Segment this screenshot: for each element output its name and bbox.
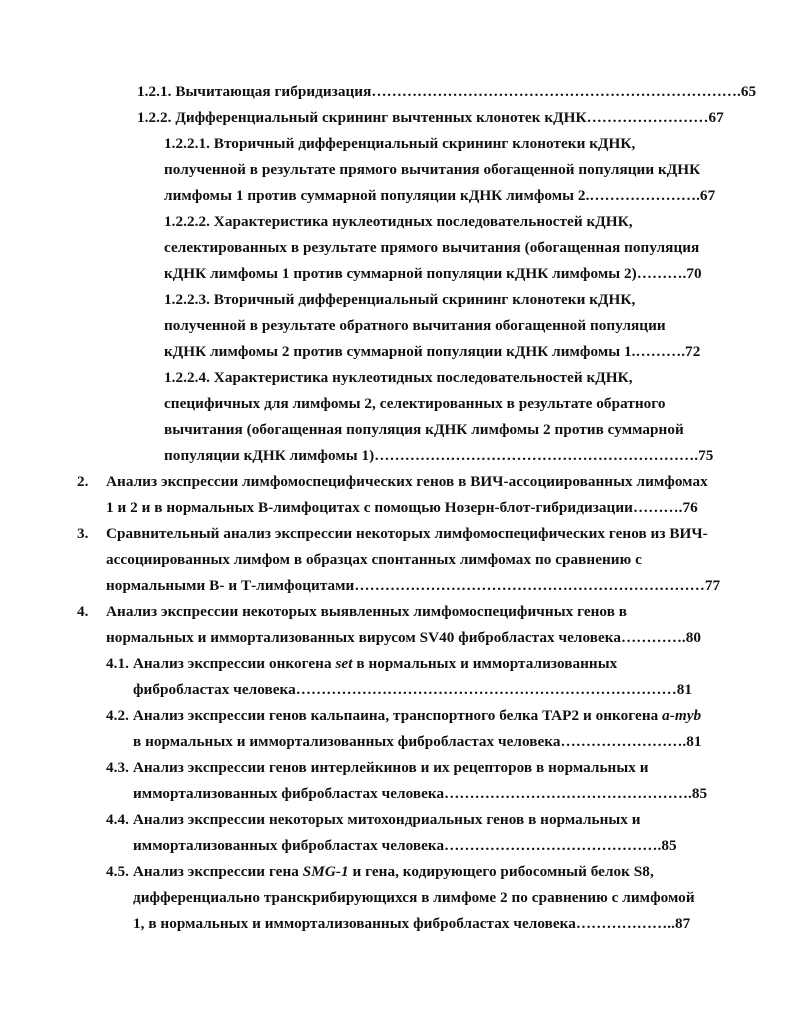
toc-entry-1-2-2-2-line2: селектированных в результате прямого вычитания (обогащенная популяция xyxy=(164,239,700,256)
page-number: 67 xyxy=(708,109,724,126)
toc-entry-4-1-line2: фибробластах человека…………………………………………………………………81 xyxy=(133,681,692,698)
toc-entry-2-line2: 1 и 2 и в нормальных В-лимфоцитах с помощью Нозерн-блот-гибридизации……….76 xyxy=(106,499,698,516)
toc-entry-1-2-2-3-line1: 1.2.2.3. Вторичный дифференциальный скрининг клонотеки кДНК, xyxy=(164,291,636,308)
page-number: 70 xyxy=(686,265,702,282)
gene-name: SMG-1 xyxy=(302,863,349,880)
toc-entry-4-4-line2: иммортализованных фибробластах человека…………………………………….85 xyxy=(133,837,677,854)
toc-entry-4-2-line1: 4.2. Анализ экспрессии генов кальпаина, транспортного белка TAP2 и онкогена a-myb xyxy=(106,707,702,724)
toc-entry-1-2-2: 1.2.2. Дифференциальный скрининг вычтенных клонотек кДНК……………………67 xyxy=(137,109,724,126)
toc-entry-1-2-2-1-line3: лимфомы 1 против суммарной популяции кДНК лимфомы 2.………………….67 xyxy=(164,187,716,204)
page-number: 85 xyxy=(661,837,677,854)
toc-entry-1-2-1: 1.2.1. Вычитающая гибридизация……………………………………………………………….65 xyxy=(137,83,757,100)
toc-entry-1-2-2-4-line3: вычитания (обогащенная популяция кДНК лимфомы 2 против суммарной xyxy=(164,421,684,438)
page-number: 85 xyxy=(691,785,708,802)
toc-entry-3-line3: нормальными В- и Т-лимфоцитами……………………………………………………………77 xyxy=(106,577,721,594)
toc-entry-4-3-line2: иммортализованных фибробластах человека………………………………………….85 xyxy=(133,785,708,802)
toc-entry-4-5-line3: 1, в нормальных и иммортализованных фибробластах человека………………..87 xyxy=(133,915,691,932)
toc-entry-4-number: 4. xyxy=(77,603,89,620)
page-number: 80 xyxy=(685,629,702,646)
toc-entry-4-5-line2: дифференциально транскрибирующихся в лимфоме 2 по сравнению с лимфомой xyxy=(133,889,695,906)
toc-entry-1-2-2-4-line4: популяции кДНК лимфомы 1)……………………………………………………….75 xyxy=(164,447,714,464)
page-number: 72 xyxy=(685,343,701,360)
toc-entry-1-2-2-4-line2: специфичных для лимфомы 2, селектированных в результате обратного xyxy=(164,395,666,412)
toc-entry-2-number: 2. xyxy=(77,473,89,490)
toc-entry-1-2-2-2-line1: 1.2.2.2. Характеристика нуклеотидных последовательностей кДНК, xyxy=(164,213,633,230)
page-number: 76 xyxy=(682,499,698,516)
toc-entry-4-5-line1: 4.5. Анализ экспрессии гена SMG-1 и гена, кодирующего рибосомный белок S8, xyxy=(106,863,654,880)
toc-entry-3-line2: ассоциированных лимфом в образцах спонтанных лимфомах по сравнению с xyxy=(106,551,642,568)
page-number: 67 xyxy=(699,187,716,204)
toc-entry-4-3-line1: 4.3. Анализ экспрессии генов интерлейкинов и их рецепторов в нормальных и xyxy=(106,759,649,776)
toc-entry-4-1-line1: 4.1. Анализ экспрессии онкогена set в нормальных и иммортализованных xyxy=(106,655,618,672)
page-number: 75 xyxy=(698,447,714,464)
toc-entry-3-number: 3. xyxy=(77,525,89,542)
gene-name: set xyxy=(335,655,353,672)
toc-entry-1-2-2-1-line2: полученной в результате прямого вычитания обогащенной популяции кДНК xyxy=(164,161,701,178)
toc-entry-1-2-2-1-line1: 1.2.2.1. Вторичный дифференциальный скрининг клонотеки кДНК, xyxy=(164,135,636,152)
toc-entry-4-line1: Анализ экспрессии некоторых выявленных лимфомоспецифичных генов в xyxy=(106,603,628,620)
gene-name: a-myb xyxy=(662,707,702,724)
page-number: 65 xyxy=(740,83,757,100)
page-number: 87 xyxy=(674,915,691,932)
toc-entry-2-line1: Анализ экспрессии лимфомоспецифических генов в ВИЧ-ассоциированных лимфомах xyxy=(106,473,708,490)
page-number: 81 xyxy=(676,681,692,698)
toc-entry-4-2-line2: в нормальных и иммортализованных фибробластах человека…………………….81 xyxy=(133,733,702,750)
toc-entry-1-2-2-2-line3: кДНК лимфомы 1 против суммарной популяции кДНК лимфомы 2)……….70 xyxy=(164,265,702,282)
toc-entry-4-4-line1: 4.4. Анализ экспрессии некоторых митохондриальных генов в нормальных и xyxy=(106,811,641,828)
toc-entry-3-line1: Сравнительный анализ экспрессии некоторых лимфомоспецифических генов из ВИЧ- xyxy=(106,525,708,542)
toc-entry-4-line2: нормальных и иммортализованных вирусом SV40 фибробластах человека………….80 xyxy=(106,629,702,646)
page-number: 77 xyxy=(704,577,721,594)
toc-entry-1-2-2-3-line3: кДНК лимфомы 2 против суммарной популяции кДНК лимфомы 1.……….72 xyxy=(164,343,701,360)
toc-entry-1-2-2-4-line1: 1.2.2.4. Характеристика нуклеотидных последовательностей кДНК, xyxy=(164,369,633,386)
page-number: 81 xyxy=(686,733,702,750)
toc-entry-1-2-2-3-line2: полученной в результате обратного вычитания обогащенной популяции xyxy=(164,317,666,334)
